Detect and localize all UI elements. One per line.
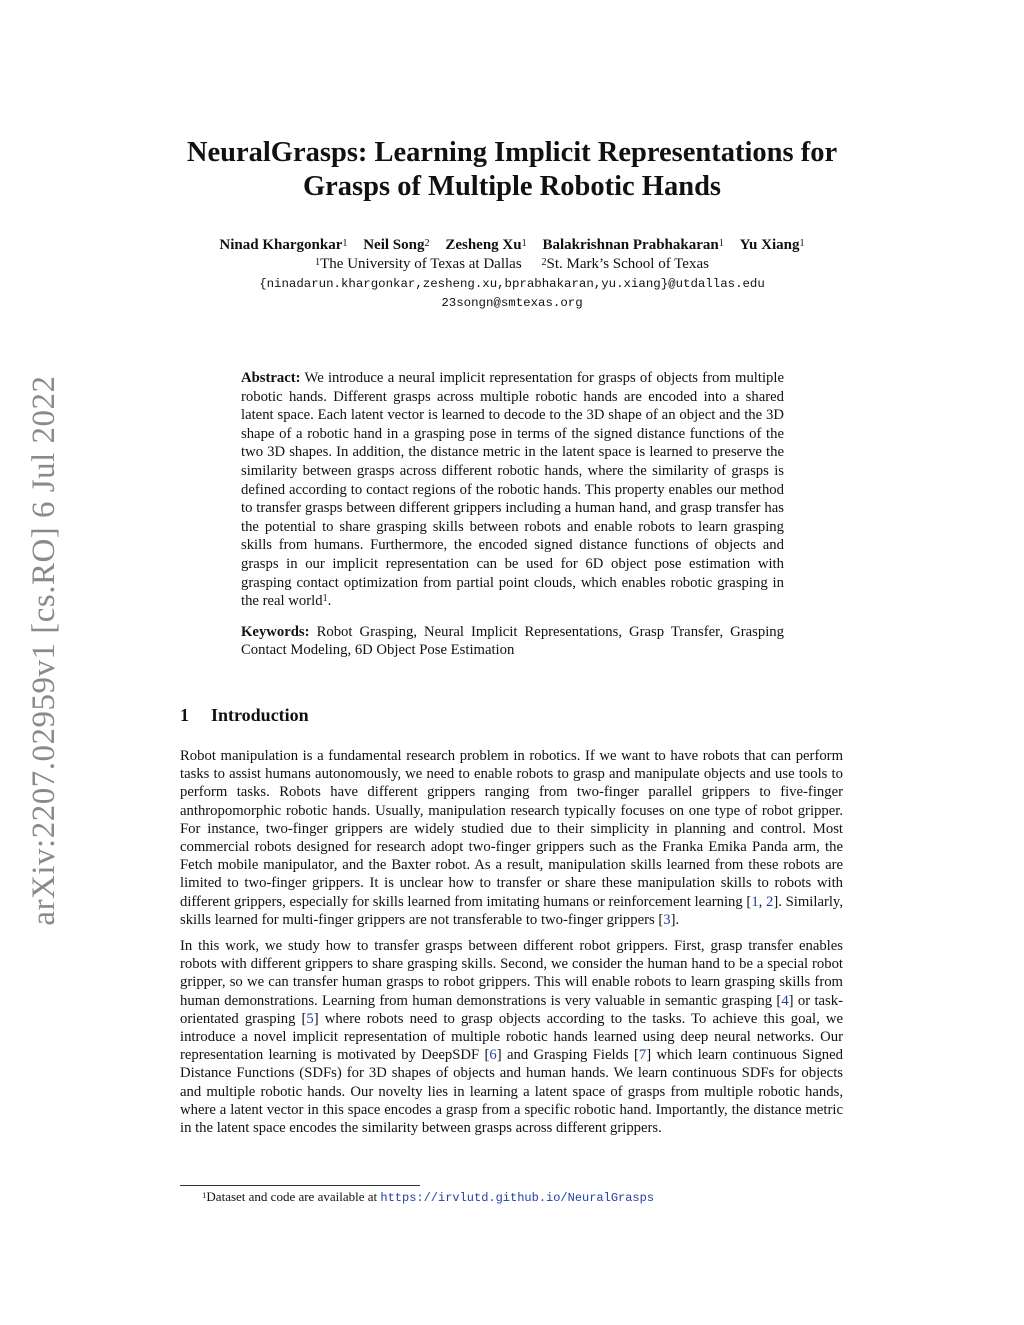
abstract-paragraph: Abstract: We introduce a neural implicit representation for grasps of objects from multiple robotic hands. Different grasps across multiple robotic hands are encoded into a shared latent space. Each latent vector is learned to decode to the 3D shape of an object and the 3D shape of a robotic hand in a grasping pose in terms of the signed distance functions of the two 3D shapes. In addition, the distance metric in the latent space is learned to preserve the similarity between grasps across different robotic hands, where the similarity of grasps is defined according to contact regions of the robotic hands. This property enables our method to transfer grasps between different grippers including a human hand, and grasp transfer has the potential to share grasping skills between robots and enable robots to learn grasping skills from humans. Furthermore, the encoded signed distance functions of objects and grasps in our implicit representation can be used for 6D object pose estimation with grasping contact optimization from partial point clouds, which enables robotic grasping in the real world$^1$. (241, 370, 784, 610)
title-line-1: NeuralGrasps: Learning Implicit Representations for (186, 137, 838, 168)
footnote-divider (180, 1185, 420, 1186)
footnote-text: Dataset and code are available at (206, 1189, 381, 1204)
arxiv-identifier-stamp (20, 373, 68, 928)
abstract-label: Abstract: (241, 370, 301, 386)
keywords-text: Robot Grasping, Neural Implicit Representations, Grasp Transfer, Grasping Contact Modeling, 6D Object Pose Estimation (241, 623, 784, 659)
title-line-2: Grasps of Multiple Robotic Hands (302, 171, 722, 202)
keywords-label: Keywords: (241, 623, 310, 640)
citation-link[interactable]: 7 (638, 1047, 647, 1064)
author-emails (150, 275, 874, 313)
footnote-url-link[interactable]: https://irvlutd.github.io/NeuralGrasps (380, 1191, 655, 1205)
paragraph-1: Robot manipulation is a fundamental research problem in robotics. If we want to have robots that can perform tasks to assist humans autonomously, we need to enable robots to grasp and manipulate objects and use tools to perform tasks. Robots have different grippers ranging from two-finger parallel grippers to five-finger anthropomorphic robotic hands. Usually, manipulation research typically focuses on one type of robot gripper. For instance, two-finger grippers are widely studied due to their simplicity in planning and control. Most commercial robots designed for research adopt two-finger grippers such as the Franka Emika Panda arm, the Fetch mobile manipulator, and the Baxter robot. As a result, manipulation skills learned from these robots are limited to two-finger grippers. It is unclear how to transfer or share these manipulation skills to robots with different grippers, especially for skills learned from imitating humans or reinforcement learning [1, 2]. Similarly, skills learned for multi-finger grippers are not transferable to two-finger grippers [3]. (180, 748, 843, 928)
author-1: Ninad Khargonkar$^1$ (219, 237, 348, 253)
citation-link[interactable]: 5 (306, 1010, 314, 1027)
author-4: Balakrishnan Prabhakaran$^1$ (542, 237, 724, 253)
abstract-text: We introduce a neural implicit representation for grasps of objects from multiple robotic hands. Different grasps across multiple robotic hands are encoded into a shared latent space. Each latent vector is learned to decode to the 3D shape of an object and the 3D shape of a robotic hand in a grasping pose in terms of the signed distance functions of the two 3D shapes. In addition, the distance metric in the latent space is learned to preserve the similarity between grasps across different robotic hands, where the similarity of grasps is defined according to contact regions of the robotic hands. This property enables our method to transfer grasps between different grippers including a human hand, and grasp transfer has the potential to share grasping skills between robots and enable robots to learn grasping skills from humans. Furthermore, the encoded signed distance functions of objects and grasps in our implicit representation can be used for 6D object pose estimation with grasping contact optimization from partial point clouds, which enables robotic grasping in the real world (241, 370, 784, 610)
footnote-number: 1 (202, 1190, 207, 1201)
section-title: Introduction (211, 705, 309, 725)
affiliations (150, 255, 874, 274)
author-2: Neil Song$^2$ (363, 237, 430, 253)
abstract-block (241, 369, 784, 660)
section-heading (180, 704, 309, 726)
body-text (180, 747, 843, 1145)
section-number: 1 (180, 705, 189, 725)
citation-link[interactable]: 4 (781, 992, 789, 1009)
affiliation-2: $^2$St. Mark’s School of Texas (541, 256, 709, 272)
author-list (150, 236, 874, 255)
email-line-1: {ninadarun.khargonkar,zesheng.xu,bprabhakaran,yu.xiang}@utdallas.edu (259, 277, 765, 291)
citation-link[interactable]: 2 (766, 893, 774, 910)
author-3: Zesheng Xu$^1$ (445, 237, 527, 253)
keywords-paragraph (241, 623, 784, 660)
arxiv-stamp-text: arXiv:2207.02959v1 [cs.RO] 6 Jul 2022 (26, 375, 62, 926)
author-5: Yu Xiang$^1$ (739, 237, 805, 253)
paragraph-2: In this work, we study how to transfer grasps between different robot grippers. First, grasp transfer enables robots with different grippers to share grasping skills. Second, we consider the human hand to be a special robot gripper, so we can transfer human grasps to robot grippers. This will enable robots to learn grasping skills from human demonstrations. Learning from human demonstrations is very valuable in semantic grasping [4] or task-orientated grasping [5] where robots need to grasp objects according to the tasks. To achieve this goal, we introduce a novel implicit representation of multiple robotic hands learned using deep neural networks. Our representation learning is motivated by DeepSDF [6] and Grasping Fields [7] which learn continuous Signed Distance Functions (SDFs) for 3D shapes of objects and human hands. We learn continuous SDFs for objects and multiple robotic hands. Our novelty lies in learning a latent space of grasps from multiple robotic hands, where a latent vector in this space encodes a grasp from a specific robotic hand. Importantly, the distance metric in the latent space encodes the similarity between grasps across different grippers. (180, 938, 844, 1137)
citation-link[interactable]: 6 (489, 1047, 497, 1064)
affiliation-1: $^1$The University of Texas at Dallas (315, 256, 522, 272)
email-line-2: 23songn@smtexas.org (441, 296, 583, 310)
paper-title (150, 136, 874, 204)
footnote-mark: 1 (322, 593, 328, 605)
citation-link[interactable]: 3 (663, 911, 671, 928)
citation-link[interactable]: 1 (751, 893, 759, 910)
footnote (180, 1188, 840, 1207)
